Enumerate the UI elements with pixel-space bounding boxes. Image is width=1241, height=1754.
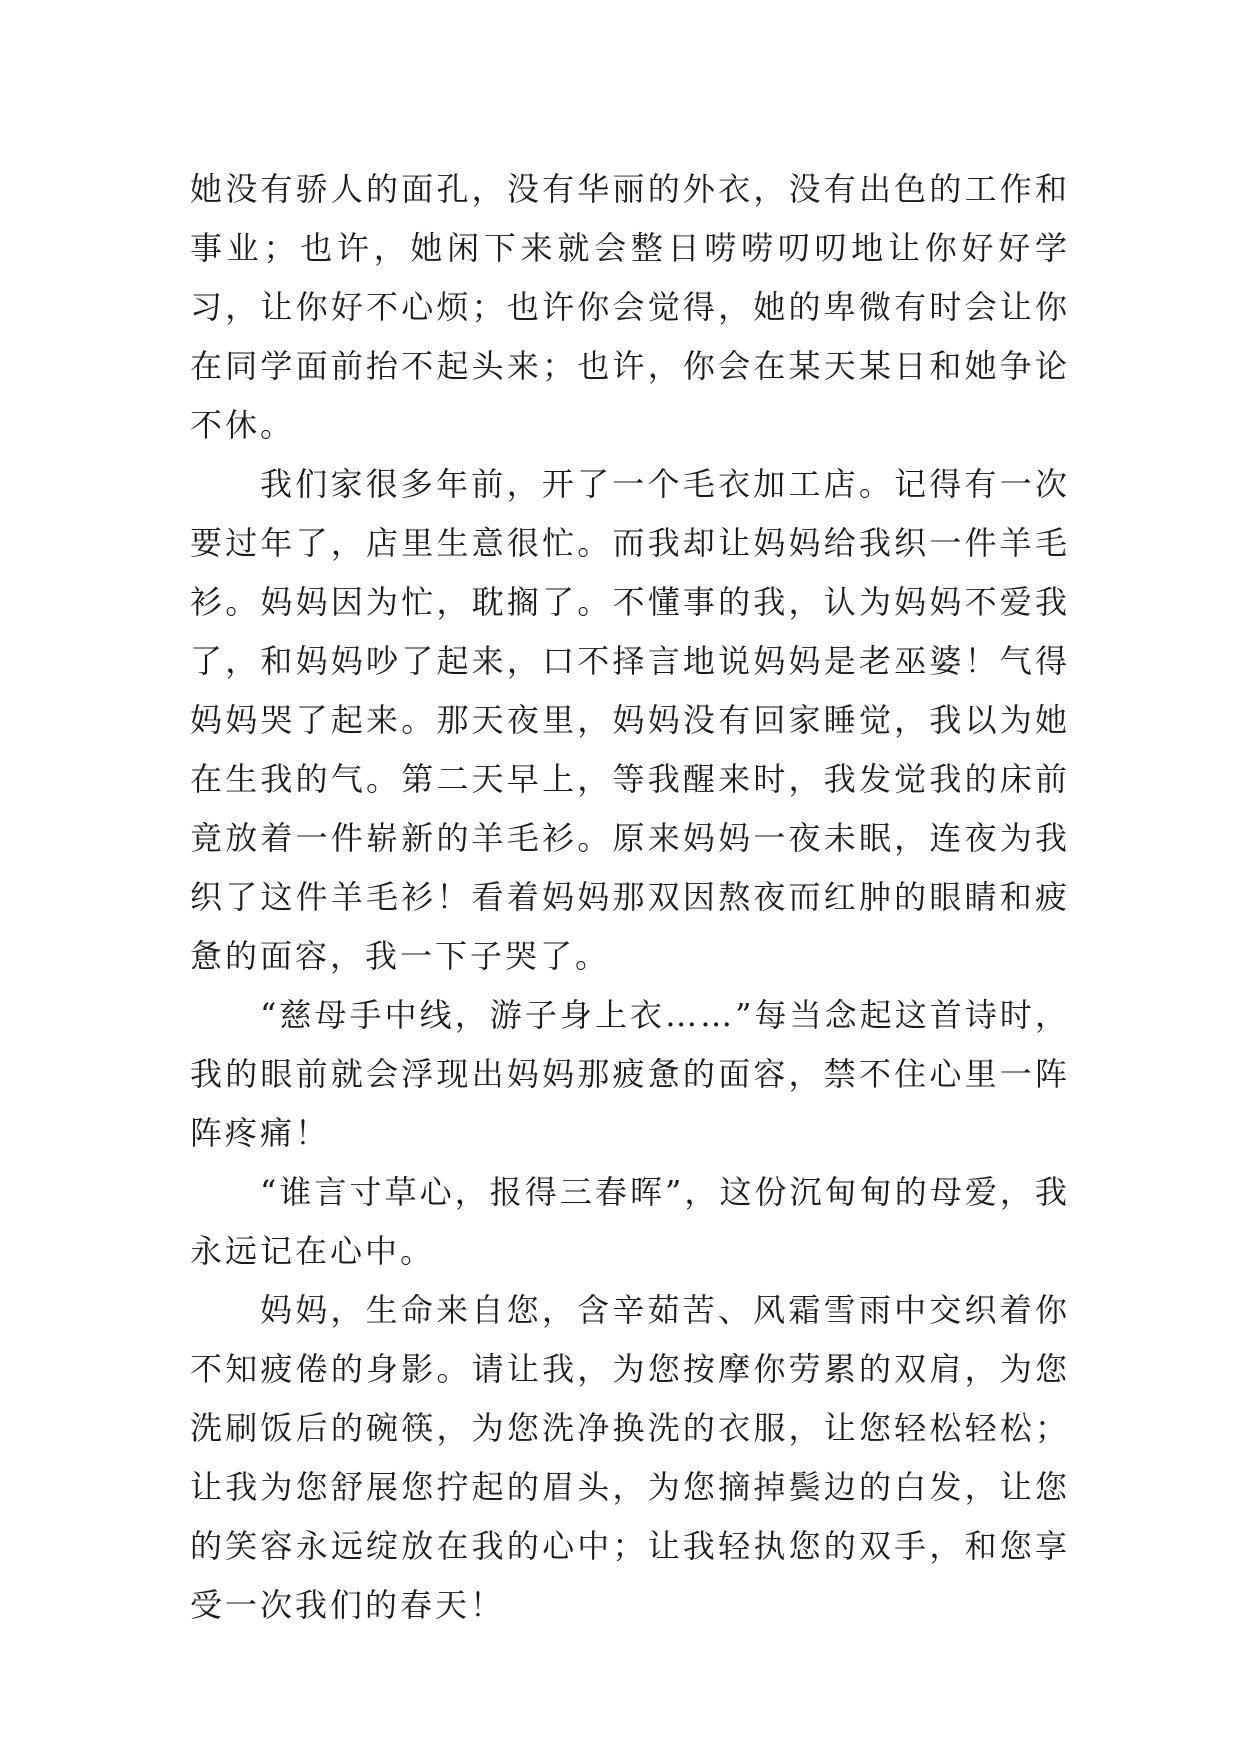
body-text: [190, 160, 1070, 1635]
paragraph-2: 我们家很多年前，开了一个毛衣加工店。记得有一次要过年了，店里生意很忙。而我却让妈妈给我织一件羊毛衫。妈妈因为忙，耽搁了。不懂事的我，认为妈妈不爱我了，和妈妈吵了起来，口不择言地说妈妈是老巫婆！气得妈妈哭了起来。那天夜里，妈妈没有回家睡觉，我以为她在生我的气。第二天早上，等我醒来时，我发觉我的床前竟放着一件崭新的羊毛衫。原来妈妈一夜未眠，连夜为我织了这件羊毛衫！看着妈妈那双因熬夜而红肿的眼睛和疲惫的面容，我一下子哭了。: [190, 465, 1070, 975]
paragraph-5: 妈妈，生命来自您，含辛茹苦、风霜雪雨中交织着你不知疲倦的身影。请让我，为您按摩你劳累的双肩，为您洗刷饭后的碗筷，为您洗净换洗的衣服，让您轻松轻松；让我为您舒展您拧起的眉头，为您摘掉鬓边的白发，让您的笑容永远绽放在我的心中；让我轻执您的双手，和您享受一次我们的春天！: [190, 1291, 1070, 1624]
paragraph-1: 她没有骄人的面孔，没有华丽的外衣，没有出色的工作和事业；也许，她闲下来就会整日唠唠叨叨地让你好好学习，让你好不心烦；也许你会觉得，她的卑微有时会让你在同学面前抬不起头来；也许，你会在某天某日和她争论不休。: [190, 170, 1070, 444]
paragraph-4: “谁言寸草心，报得三春晖”，这份沉甸甸的母爱，我永远记在心中。: [190, 1173, 1070, 1270]
paragraph-3: “慈母手中线，游子身上衣……”每当念起这首诗时，我的眼前就会浮现出妈妈那疲惫的面容，禁不住心里一阵阵疼痛！: [190, 996, 1070, 1152]
